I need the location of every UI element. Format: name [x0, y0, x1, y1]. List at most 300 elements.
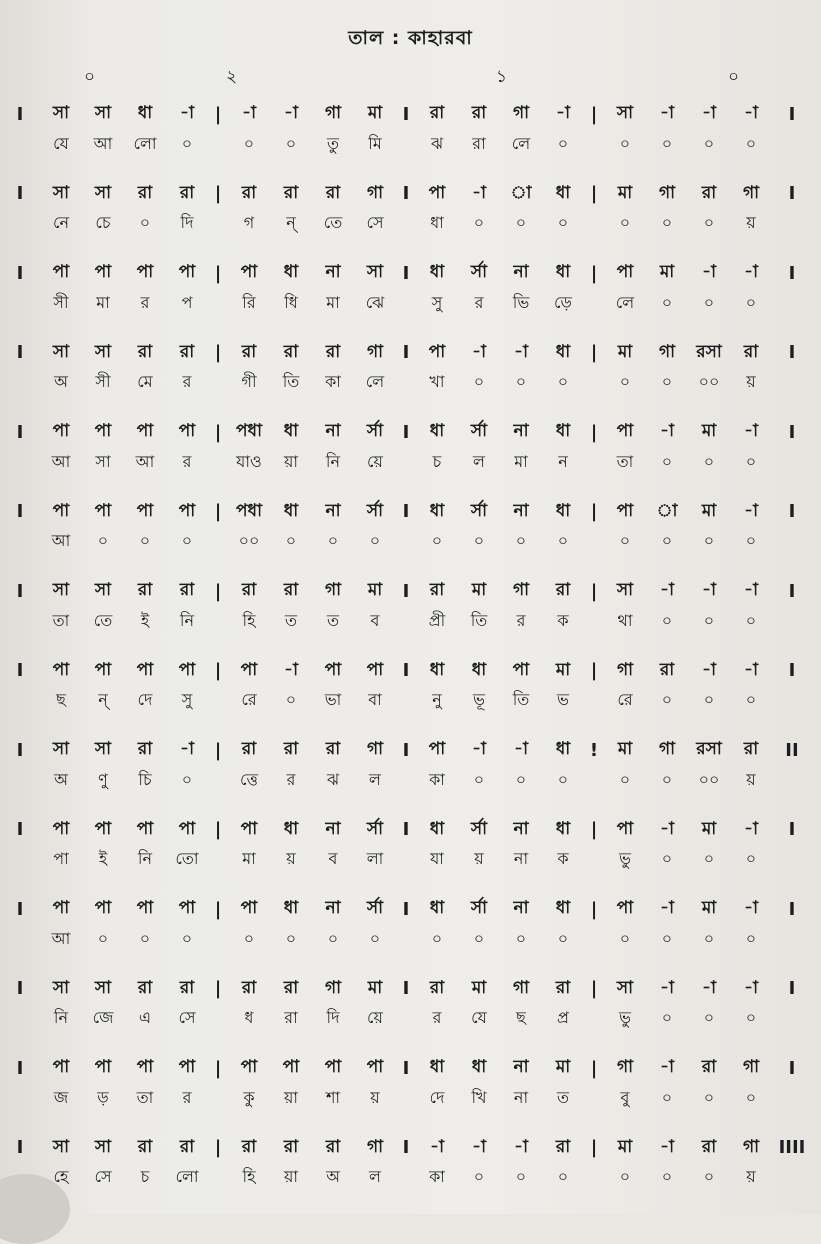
bar-line: | — [214, 103, 222, 125]
swar-note: পা — [178, 421, 196, 441]
swar-note: রা — [555, 1136, 571, 1157]
lyric-syllable: লে — [511, 133, 531, 153]
swar-note: সা — [94, 103, 112, 123]
swar-note: ধা — [471, 659, 487, 680]
swar-note: মা — [617, 1136, 633, 1157]
lyric-syllable: ০ — [243, 928, 255, 948]
swar-note: গা — [366, 341, 384, 362]
swar-note: পা — [366, 659, 384, 680]
lyric-syllable: ০ — [473, 769, 485, 789]
swar-note: রসা — [696, 341, 722, 362]
swar-note: রা — [179, 977, 195, 998]
lyric-syllable: র — [182, 372, 192, 391]
lyric-syllable: ০ — [473, 213, 485, 232]
lyric-syllable: ০ — [745, 451, 757, 471]
swar-note: রা — [241, 580, 257, 600]
swar-note: সা — [94, 977, 112, 998]
swar-note: -া — [242, 103, 256, 123]
lyric-syllable: মা — [514, 451, 528, 471]
swar-note: রা — [659, 659, 675, 680]
lyric-syllable: ০ — [515, 769, 527, 789]
bar-line: | — [214, 183, 222, 204]
lyric-syllable: আ — [93, 133, 113, 153]
swar-note: রা — [283, 182, 299, 203]
swar-note: -া — [702, 659, 716, 680]
lyric-syllable: ০ — [431, 531, 443, 550]
swar-note: পা — [240, 1057, 258, 1077]
lyric-syllable: যা — [430, 849, 444, 868]
swar-note: মা — [617, 182, 633, 203]
lyric-syllable: ০ — [473, 531, 485, 550]
lyric-syllable: ধ — [244, 1008, 254, 1027]
lyric-syllable: দি — [180, 213, 194, 232]
bar-line: | — [214, 1137, 222, 1158]
swar-note: -া — [660, 818, 674, 839]
swar-note: র্সা — [470, 262, 488, 282]
lyric-syllable: ০ — [515, 1167, 527, 1186]
lyric-syllable: য় — [370, 1087, 380, 1107]
lyric-syllable: দি — [326, 1008, 340, 1027]
swar-note: -া — [660, 898, 674, 918]
swar-note: সা — [52, 341, 70, 362]
lyric-syllable: সী — [53, 292, 69, 312]
lyric-syllable: লে — [615, 292, 635, 312]
lyric-syllable: র — [182, 451, 192, 471]
swar-note: -া — [702, 580, 716, 600]
lyric-syllable: অ — [54, 769, 68, 789]
lyric-syllable: ০ — [557, 213, 569, 232]
lyric-syllable: লো — [175, 1167, 199, 1186]
swar-note: পা — [178, 898, 196, 918]
lyric-syllable: খি — [471, 1087, 487, 1107]
swar-note: গা — [512, 103, 530, 123]
swar-note: ধা — [555, 739, 571, 759]
swar-note: রসা — [696, 739, 722, 759]
swar-note: -া — [180, 103, 194, 123]
lyric-syllable: ০ — [661, 610, 673, 630]
bar-line: I — [788, 660, 796, 681]
bar-line: I — [16, 262, 24, 284]
swar-note: মা — [555, 659, 571, 680]
lyric-syllable: র — [182, 1087, 192, 1107]
lyric-syllable: ০ — [703, 849, 715, 868]
swar-note: পা — [616, 500, 634, 521]
lyric-syllable: ০ — [661, 292, 673, 312]
swar-note: পা — [136, 421, 154, 441]
swar-note: র্সা — [470, 500, 488, 521]
lyric-syllable: য় — [746, 769, 756, 789]
taal-markers — [40, 64, 800, 88]
lyric-syllable: ন্ — [98, 690, 108, 709]
swar-note: রা — [283, 341, 299, 362]
swar-note: গা — [742, 182, 760, 203]
swar-note: রা — [137, 580, 153, 600]
swar-note: মা — [701, 898, 717, 918]
bar-line: I — [402, 1057, 410, 1079]
lyric-syllable: ০ — [661, 213, 673, 232]
lyric-syllable: তা — [136, 1087, 154, 1107]
lyric-row — [0, 1084, 821, 1112]
swar-note: -া — [660, 421, 674, 441]
lyric-syllable: লা — [366, 849, 384, 868]
swar-note: মা — [617, 341, 633, 362]
bar-line: | — [214, 660, 222, 681]
swar-row — [0, 975, 821, 1003]
swar-note: গা — [616, 1057, 634, 1077]
swar-note: -া — [514, 739, 528, 759]
swar-note: -া — [702, 103, 716, 123]
swar-note: পধা — [236, 500, 262, 521]
bar-line: I — [402, 978, 410, 999]
swar-note: পা — [616, 421, 634, 441]
swar-note: সা — [616, 103, 634, 123]
swar-note: গা — [512, 977, 530, 998]
lyric-syllable: ০ — [285, 133, 297, 153]
swar-note: গা — [366, 182, 384, 203]
swar-note: রা — [701, 182, 717, 203]
lyric-syllable: ০ — [745, 1087, 757, 1107]
lyric-syllable: কা — [325, 372, 341, 391]
lyric-syllable: ০ — [661, 769, 673, 789]
lyric-syllable: ল — [369, 769, 381, 789]
lyric-syllable: ০০ — [238, 531, 260, 550]
lyric-syllable: ০০ — [698, 769, 720, 789]
bar-line: I — [402, 342, 410, 363]
swar-note: রা — [325, 739, 341, 759]
swar-note: -া — [660, 1057, 674, 1077]
lyric-syllable: ০ — [661, 372, 673, 391]
lyric-syllable: র — [140, 292, 150, 312]
bar-line: I — [788, 342, 796, 363]
swar-note: পা — [324, 1057, 342, 1077]
lyric-syllable: ০ — [619, 133, 631, 153]
lyric-syllable: ০ — [703, 928, 715, 948]
lyric-syllable: জে — [92, 1008, 114, 1027]
lyric-syllable: ঝ — [430, 133, 444, 153]
lyric-syllable: ত — [556, 1087, 569, 1107]
swar-note: সা — [94, 739, 112, 759]
lyric-syllable: ০ — [661, 1008, 673, 1027]
lyric-syllable: ০ — [369, 531, 381, 550]
swar-note: মা — [701, 500, 717, 521]
lyric-syllable: য়া — [283, 1167, 299, 1186]
marker-3: ১ — [496, 67, 508, 87]
lyric-syllable: ন — [558, 451, 568, 471]
lyric-syllable: সে — [366, 213, 384, 232]
swar-note: রা — [429, 103, 445, 123]
swar-note: রা — [179, 341, 195, 362]
lyric-syllable: ছ — [56, 690, 66, 709]
swar-note: ধা — [555, 262, 571, 282]
lyric-syllable: ০ — [703, 1008, 715, 1027]
lyric-syllable: ০ — [139, 531, 151, 550]
lyric-syllable: য় — [474, 849, 484, 868]
lyric-syllable: তে — [323, 213, 343, 232]
lyric-syllable: য় — [746, 1167, 756, 1186]
swar-note: গা — [366, 739, 384, 759]
lyric-syllable: সী — [95, 372, 111, 391]
lyric-syllable: ড় — [97, 1087, 109, 1107]
lyric-syllable: গ — [243, 213, 255, 232]
lyric-syllable: কা — [429, 1167, 445, 1186]
lyric-syllable: দে — [429, 1087, 445, 1107]
swar-note: রা — [325, 341, 341, 362]
lyric-syllable: ০ — [139, 928, 151, 948]
bar-line: | — [214, 1057, 222, 1079]
swar-note: -া — [744, 262, 758, 282]
swar-note: রা — [179, 182, 195, 203]
lyric-syllable: র — [286, 769, 296, 789]
swar-note: রা — [137, 739, 153, 759]
swar-note: -া — [472, 341, 486, 362]
swar-note: সা — [366, 262, 384, 282]
swar-note: রা — [137, 182, 153, 203]
swar-note: পা — [428, 739, 446, 759]
lyric-syllable: ০০ — [698, 372, 720, 391]
lyric-syllable: চে — [95, 213, 111, 232]
swar-note: রা — [555, 977, 571, 998]
swar-note: না — [513, 500, 529, 521]
bar-line: I — [788, 103, 796, 125]
swar-note: র্সা — [366, 898, 384, 918]
lyric-syllable: সে — [94, 1167, 112, 1186]
swar-note: গা — [742, 1136, 760, 1157]
swar-row — [0, 657, 821, 685]
swar-note: রা — [283, 739, 299, 759]
swar-note: পা — [136, 898, 154, 918]
swar-note: ধা — [429, 1057, 445, 1077]
lyric-syllable: ০ — [557, 769, 569, 789]
lyric-row — [0, 210, 821, 238]
bar-line: | — [214, 580, 222, 602]
lyric-syllable: ধা — [430, 213, 444, 232]
swar-row — [0, 180, 821, 208]
bar-line: I — [402, 501, 410, 522]
bar-line: | — [590, 819, 598, 840]
swar-row — [0, 895, 821, 923]
lyric-syllable: আ — [51, 451, 71, 471]
lyric-syllable: পা — [53, 849, 69, 868]
swar-note: গা — [324, 103, 342, 123]
swar-note: সা — [94, 1136, 112, 1157]
lyric-syllable: ০ — [285, 928, 297, 948]
bar-line: | — [590, 183, 598, 204]
swar-note: না — [513, 421, 529, 441]
swar-note: রা — [137, 977, 153, 998]
swar-note: ধা — [555, 182, 571, 203]
lyric-syllable: আ — [51, 928, 71, 948]
bar-line: I — [788, 580, 796, 602]
lyric-syllable: ন্ — [286, 213, 296, 232]
lyric-syllable: ০ — [661, 690, 673, 709]
swar-note: গা — [512, 580, 530, 600]
swar-note: পা — [240, 659, 258, 680]
lyric-syllable: ত — [284, 610, 297, 630]
lyric-syllable: না — [513, 1087, 529, 1107]
bar-line: I — [788, 501, 796, 522]
swar-row — [0, 736, 821, 764]
swar-note: গা — [658, 739, 676, 759]
lyric-syllable: ০ — [473, 1167, 485, 1186]
swar-note: রা — [179, 580, 195, 600]
lyric-syllable: ল — [473, 451, 485, 471]
lyric-row — [0, 130, 821, 158]
lyric-syllable: ০ — [703, 133, 715, 153]
lyric-syllable: মা — [326, 292, 340, 312]
lyric-syllable: ০ — [703, 610, 715, 630]
lyric-syllable: ০ — [661, 531, 673, 550]
lyric-syllable: খা — [429, 372, 445, 391]
lyric-syllable: ক — [557, 610, 569, 630]
lyric-syllable: ০ — [557, 1167, 569, 1186]
bar-line: | — [590, 262, 598, 284]
lyric-syllable: সু — [431, 292, 443, 312]
lyric-row — [0, 607, 821, 635]
bar-line: I — [16, 501, 24, 522]
lyric-syllable: ভা — [324, 690, 342, 709]
lyric-syllable: ০ — [619, 1167, 631, 1186]
lyric-syllable: ০ — [557, 133, 569, 153]
swar-note: রা — [555, 580, 571, 600]
lyric-syllable: য়ে — [367, 451, 383, 471]
swar-note: -া — [660, 580, 674, 600]
lyric-syllable: যাও — [236, 451, 262, 471]
lyric-syllable: রে — [241, 690, 257, 709]
bar-line: I — [402, 898, 410, 920]
swar-note: রা — [241, 1136, 257, 1157]
bar-line: I — [402, 1137, 410, 1158]
lyric-row — [0, 1005, 821, 1033]
lyric-syllable: ০ — [515, 928, 527, 948]
swar-note: পা — [428, 182, 446, 203]
swar-note: া — [510, 182, 532, 203]
swar-note: পা — [616, 262, 634, 282]
lyric-syllable: নি — [137, 849, 153, 868]
swar-note: সা — [52, 977, 70, 998]
lyric-syllable: ০ — [181, 531, 193, 550]
swar-row — [0, 816, 821, 844]
lyric-syllable: যে — [471, 1008, 487, 1027]
lyric-syllable: ০ — [97, 928, 109, 948]
lyric-syllable: ড়ে — [554, 292, 572, 312]
swar-note: পা — [136, 1057, 154, 1077]
lyric-syllable: চ — [432, 451, 442, 471]
bar-line: | — [214, 342, 222, 363]
lyric-syllable: ০ — [661, 1087, 673, 1107]
swar-note: -া — [284, 103, 298, 123]
lyric-syllable: ০ — [661, 451, 673, 471]
bar-line: | — [590, 580, 598, 602]
swar-note: -া — [514, 1136, 528, 1157]
swar-note: -া — [514, 341, 528, 362]
swar-note: -া — [472, 739, 486, 759]
swar-note: পধা — [236, 421, 262, 441]
bar-line: I — [402, 660, 410, 681]
swar-note: পা — [136, 262, 154, 282]
swar-note: পা — [178, 659, 196, 680]
lyric-syllable: র — [516, 610, 526, 630]
swar-note: -া — [180, 739, 194, 759]
swar-row — [0, 418, 821, 446]
lyric-syllable: প — [181, 292, 193, 312]
lyric-syllable: ০ — [473, 372, 485, 391]
swar-note: না — [325, 818, 341, 839]
bar-line: I — [16, 819, 24, 840]
swar-note: সা — [52, 182, 70, 203]
lyric-syllable: শা — [325, 1087, 341, 1107]
swar-note: সা — [52, 580, 70, 600]
lyric-syllable: নি — [179, 610, 195, 630]
swar-note: ধা — [283, 818, 299, 839]
lyric-syllable: কু — [243, 1087, 255, 1107]
lyric-syllable: হি — [242, 610, 256, 630]
page-title: তাল : কাহারবা — [348, 27, 473, 49]
swar-note: পা — [136, 500, 154, 521]
lyric-syllable: ভূ — [473, 690, 485, 709]
swar-note: পা — [616, 818, 634, 839]
lyric-syllable: রা — [284, 1008, 298, 1027]
swar-note: -া — [660, 103, 674, 123]
swar-note: রা — [283, 580, 299, 600]
swar-row — [0, 577, 821, 605]
lyric-syllable: হে — [53, 1167, 69, 1186]
swar-note: -া — [660, 977, 674, 998]
swar-note: রা — [241, 977, 257, 998]
lyric-syllable: হি — [242, 1167, 256, 1186]
lyric-syllable: ০ — [619, 213, 631, 232]
swar-note: পা — [94, 659, 112, 680]
swar-note: সা — [52, 103, 70, 123]
bar-line: | — [590, 898, 598, 920]
lyric-syllable: য় — [286, 849, 296, 868]
lyric-syllable: ০ — [515, 531, 527, 550]
lyric-syllable: সা — [95, 451, 111, 471]
swar-note: র্সা — [366, 421, 384, 441]
swar-note: পা — [136, 818, 154, 839]
swar-note: পা — [52, 262, 70, 282]
swar-note: সা — [94, 182, 112, 203]
bar-line: I — [16, 739, 24, 761]
swar-note: পা — [136, 659, 154, 680]
lyric-syllable: ০ — [661, 1167, 673, 1186]
swar-note: ধা — [283, 421, 299, 441]
lyric-syllable: ই — [98, 849, 108, 868]
swar-note: পা — [52, 818, 70, 839]
swar-note: পা — [324, 659, 342, 680]
lyric-syllable: অ — [54, 372, 68, 391]
lyric-syllable: ০ — [745, 690, 757, 709]
lyric-syllable: ০ — [181, 928, 193, 948]
lyric-syllable: প্রী — [428, 610, 446, 630]
swar-note: গা — [324, 580, 342, 600]
bar-line: | — [590, 421, 598, 443]
lyric-syllable: ব — [328, 849, 338, 868]
bar-line: I — [402, 421, 410, 443]
swar-note: না — [325, 262, 341, 282]
swar-note: ধা — [429, 421, 445, 441]
lyric-syllable: রা — [472, 133, 486, 153]
swar-note: পা — [282, 1057, 300, 1077]
lyric-syllable: ০ — [703, 213, 715, 232]
bar-line: I — [402, 739, 410, 761]
lyric-syllable: ০ — [557, 531, 569, 550]
swar-note: া — [656, 500, 678, 521]
lyric-syllable: র — [432, 1008, 442, 1027]
swar-note: গা — [658, 341, 676, 362]
swar-note: রা — [241, 182, 257, 203]
swar-row — [0, 1134, 821, 1162]
swar-note: পা — [52, 898, 70, 918]
